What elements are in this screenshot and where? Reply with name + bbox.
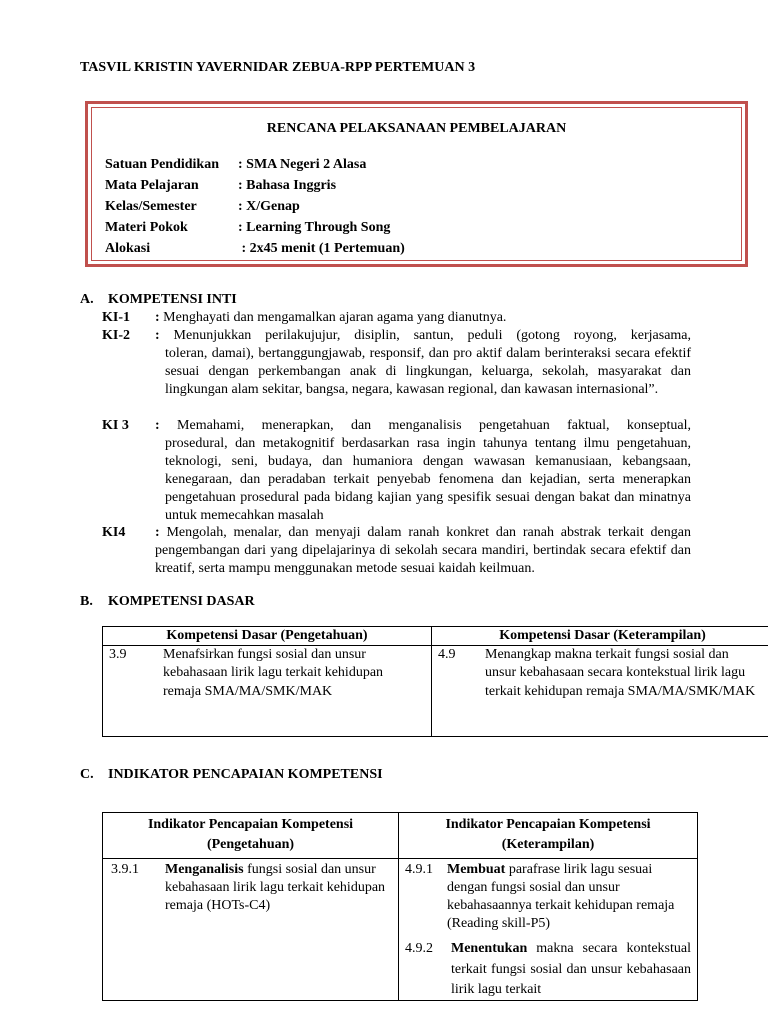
table-row bbox=[103, 646, 768, 737]
ki-2-code: KI-2 bbox=[102, 328, 130, 343]
ki-3-rest: prosedural, dan metakognitif berdasarkan rasa ingin tahunya tentang ilmu pengetahuan, teknologi, seni, budaya, dan humaniora dengan wawasan kemanusiaan, kebangsaan, kenegaraan, dan peradaban terkait penyebab fenomena dan kejadian, serta menerapkan pengetahuan prosedural pada bidang kajian yang spesifik sesuai dengan bakat dan minatnya untuk memecahkan masalah bbox=[165, 436, 691, 523]
ipk-number: 4.9.1 bbox=[405, 861, 433, 877]
ipk-text bbox=[451, 939, 691, 1000]
meta-row-alokasi bbox=[105, 240, 405, 258]
kd-cell-keterampilan bbox=[432, 646, 768, 737]
kd-text: Menafsirkan fungsi sosial dan unsur kebahasaan lirik lagu terkait kehidupan remaja SMA/MA/SMK/MAK bbox=[163, 647, 384, 699]
section-a-heading bbox=[80, 291, 237, 309]
ki-2-first-line bbox=[155, 327, 691, 345]
meta-key: Satuan Pendidikan bbox=[105, 157, 219, 172]
ki-4-first: Mengolah, menalar, dan menyaji dalam ranah konkret dan ranah abstrak terkait dengan bbox=[166, 525, 691, 540]
meta-row-mapel bbox=[105, 177, 336, 195]
kd-header-keterampilan: Kompetensi Dasar (Keterampilan) bbox=[432, 627, 768, 646]
ipk-header-line1: Indikator Pencapaian Kompetensi bbox=[445, 817, 651, 832]
section-number: A. bbox=[80, 292, 94, 307]
ipk-item bbox=[111, 861, 392, 916]
meta-value: : Bahasa Inggris bbox=[238, 178, 337, 193]
kd-cell-pengetahuan bbox=[103, 646, 432, 737]
rpp-heading: RENCANA PELAKSANAAN PEMBELAJARAN bbox=[266, 121, 567, 136]
section-b-heading bbox=[80, 593, 255, 611]
meta-row-materi bbox=[105, 219, 390, 237]
ki-2-rest: toleran, damai), bertanggungjawab, responsif, dan pro aktif dalam berinteraksi secara efektif sesuai dengan perkembangan anak di lingkungan, keluarga, sekolah, masyarakat dan lingkungan alam sekitar, bangsa, negara, kawasan regional, dan kawasan internasional”. bbox=[165, 346, 691, 397]
ipk-header-line2: (Keterampilan) bbox=[501, 837, 595, 853]
meta-key: Materi Pokok bbox=[105, 220, 188, 235]
ki-colon: : bbox=[155, 525, 160, 540]
ki-3-first: Memahami, menerapkan, dan menganalisis pengetahuan faktual, konseptual, bbox=[177, 418, 692, 433]
meta-value: : Learning Through Song bbox=[238, 220, 391, 235]
indikator-table bbox=[102, 812, 698, 1001]
ipk-desc: parafrase lirik lagu sesuai dengan fungsi sosial dan unsur kebahasaannya terkait kehidupan remaja (Reading skill-P5) bbox=[447, 861, 675, 932]
ki-4-first-line bbox=[155, 524, 691, 542]
kd-text: Menangkap makna terkait fungsi sosial dan unsur kebahasaan secara kontekstual lirik lagu terkait kehidupan remaja SMA/MA/SMK/MAK bbox=[485, 647, 756, 699]
rpp-box-inner-border bbox=[91, 107, 742, 261]
table-header-row bbox=[103, 813, 698, 859]
section-title: KOMPETENSI INTI bbox=[108, 292, 237, 307]
ki-4-code: KI4 bbox=[102, 525, 126, 540]
kd-item bbox=[438, 646, 767, 701]
ki-colon: : bbox=[155, 328, 160, 343]
meta-row-satuan bbox=[105, 156, 366, 174]
ki-colon: : bbox=[155, 310, 160, 325]
ipk-header-keterampilan bbox=[399, 813, 698, 859]
ipk-text bbox=[447, 861, 691, 934]
ipk-desc: fungsi sosial dan unsur kebahasaan lirik lagu terkait kehidupan remaja (HOTs-C4) bbox=[165, 861, 386, 913]
ipk-number: 4.9.2 bbox=[405, 941, 433, 957]
section-number: B. bbox=[80, 594, 93, 609]
ki-2-first: Menunjukkan perilakujujur, disiplin, santun, peduli (gotong royong, kerjasama, bbox=[173, 328, 692, 343]
ipk-item bbox=[405, 939, 691, 1000]
document-title: TASVIL KRISTIN YAVERNIDAR ZEBUA-RPP PERTEMUAN 3 bbox=[80, 60, 476, 75]
ki-4-rest: pengembangan dari yang dipelajarinya di sekolah secara mandiri, bertindak secara efektif dan kreatif, serta mampu menggunakan metode sesuai kaidah keilmuan. bbox=[155, 543, 691, 576]
ipk-header-line2: (Pengetahuan) bbox=[206, 837, 295, 853]
ipk-text bbox=[165, 861, 392, 916]
ipk-cell-keterampilan bbox=[399, 858, 698, 1001]
kompetensi-dasar-table bbox=[102, 626, 768, 737]
kd-header-pengetahuan: Kompetensi Dasar (Pengetahuan) bbox=[103, 627, 432, 646]
ki-1-text-line bbox=[155, 309, 506, 327]
ipk-item bbox=[405, 861, 691, 934]
ipk-header-pengetahuan bbox=[103, 813, 399, 859]
meta-key: Alokasi bbox=[105, 241, 151, 256]
meta-key: Mata Pelajaran bbox=[105, 178, 199, 193]
section-title: KOMPETENSI DASAR bbox=[108, 594, 255, 609]
kd-number: 4.9 bbox=[438, 647, 456, 663]
ipk-verb: Menganalisis bbox=[165, 861, 244, 877]
ipk-desc: makna secara kontekstual terkait fungsi sosial dan unsur kebahasaan lirik lagu terkait bbox=[451, 941, 691, 997]
section-title: INDIKATOR PENCAPAIAN KOMPETENSI bbox=[108, 767, 383, 782]
ipk-verb: Menentukan bbox=[451, 941, 528, 957]
ki-colon: : bbox=[155, 418, 160, 433]
ki-3-code: KI 3 bbox=[102, 418, 129, 433]
ki-3-first-line bbox=[155, 417, 691, 435]
ki-1-text: Menghayati dan mengamalkan ajaran agama yang dianutnya. bbox=[163, 310, 507, 325]
rpp-identity-box bbox=[85, 101, 748, 267]
table-header-row bbox=[103, 627, 768, 646]
ipk-cell-pengetahuan bbox=[103, 858, 399, 1001]
meta-value: : 2x45 menit (1 Pertemuan) bbox=[238, 241, 405, 256]
kd-item bbox=[109, 646, 425, 701]
meta-row-kelas bbox=[105, 198, 300, 216]
ipk-number: 3.9.1 bbox=[111, 861, 139, 877]
section-c-heading bbox=[80, 766, 383, 784]
table-row bbox=[103, 858, 698, 1001]
meta-value: : SMA Negeri 2 Alasa bbox=[238, 157, 367, 172]
meta-value: : X/Genap bbox=[238, 199, 300, 214]
ipk-header-line1: Indikator Pencapaian Kompetensi bbox=[147, 817, 354, 832]
kd-number: 3.9 bbox=[109, 647, 127, 663]
section-number: C. bbox=[80, 767, 94, 782]
ipk-verb: Membuat bbox=[447, 861, 506, 877]
meta-key: Kelas/Semester bbox=[105, 199, 197, 214]
ki-1-code: KI-1 bbox=[102, 310, 130, 325]
